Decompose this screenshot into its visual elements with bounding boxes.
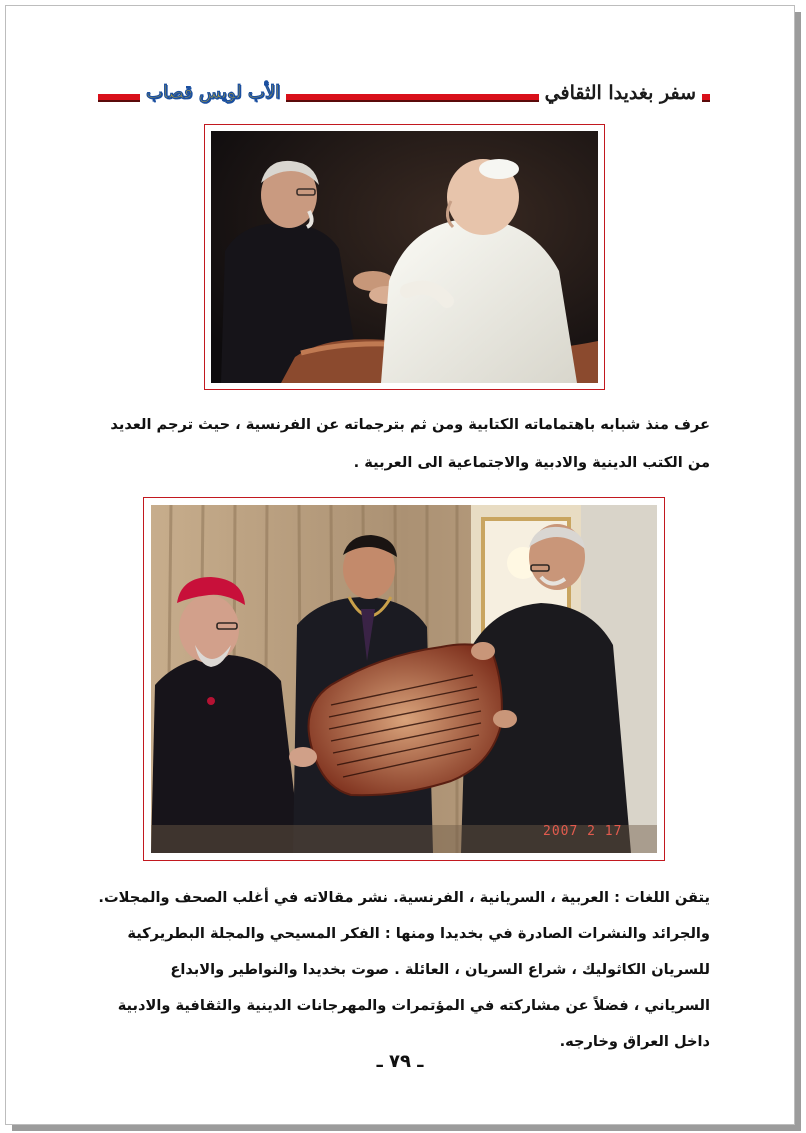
photo-date-stamp: 2007 2 17 [543, 824, 623, 839]
photo-frame-bottom [143, 497, 665, 861]
page-shadow-right [795, 12, 801, 1128]
book-title: سفر بغديدا الثقافي [539, 80, 702, 106]
paragraph-line: من الكتب الدينية والادبية والاجتماعية الى العربية . [353, 454, 710, 471]
photo-priest-and-pope [211, 131, 598, 383]
paragraph-line: والجرائد والنشرات الصادرة في بخديدا ومنها : الفكر المسيحي والمجلة البطريركية [127, 925, 710, 942]
paragraph-line: داخل العراق وخارجه. [559, 1033, 710, 1050]
photo-illustration-bottom [151, 505, 657, 853]
paragraph-line: للسريان الكاثوليك ، شراع السريان ، العائلة . صوت بخديدا والنواطير والابداع [170, 961, 710, 978]
page-shadow-bottom [12, 1125, 801, 1131]
photo-manuscript-presentation [151, 505, 657, 853]
paragraph-line: عرف منذ شبابه باهتماماته الكتابية ومن ثم بترجماته عن الفرنسية ، حيث ترجم العديد [110, 416, 710, 433]
photo-frame-top [204, 124, 605, 390]
section-title: الأب لويس قصاب [140, 80, 286, 106]
paragraph-line: يتقن اللغات : العربية ، السريانية ، الفرنسية. نشر مقالاته في أغلب الصحف والمجلات. [98, 889, 710, 906]
photo-illustration-top [211, 131, 598, 383]
paragraph-languages [100, 880, 710, 1060]
page-number: ـ ٧٩ ـ [376, 1051, 424, 1072]
paragraph-translations [100, 406, 710, 482]
page-header [98, 78, 710, 110]
paragraph-line: السرياني ، فضلاً عن مشاركته في المؤتمرات والمهرجانات الدينية والثقافية والادبية [117, 997, 710, 1014]
